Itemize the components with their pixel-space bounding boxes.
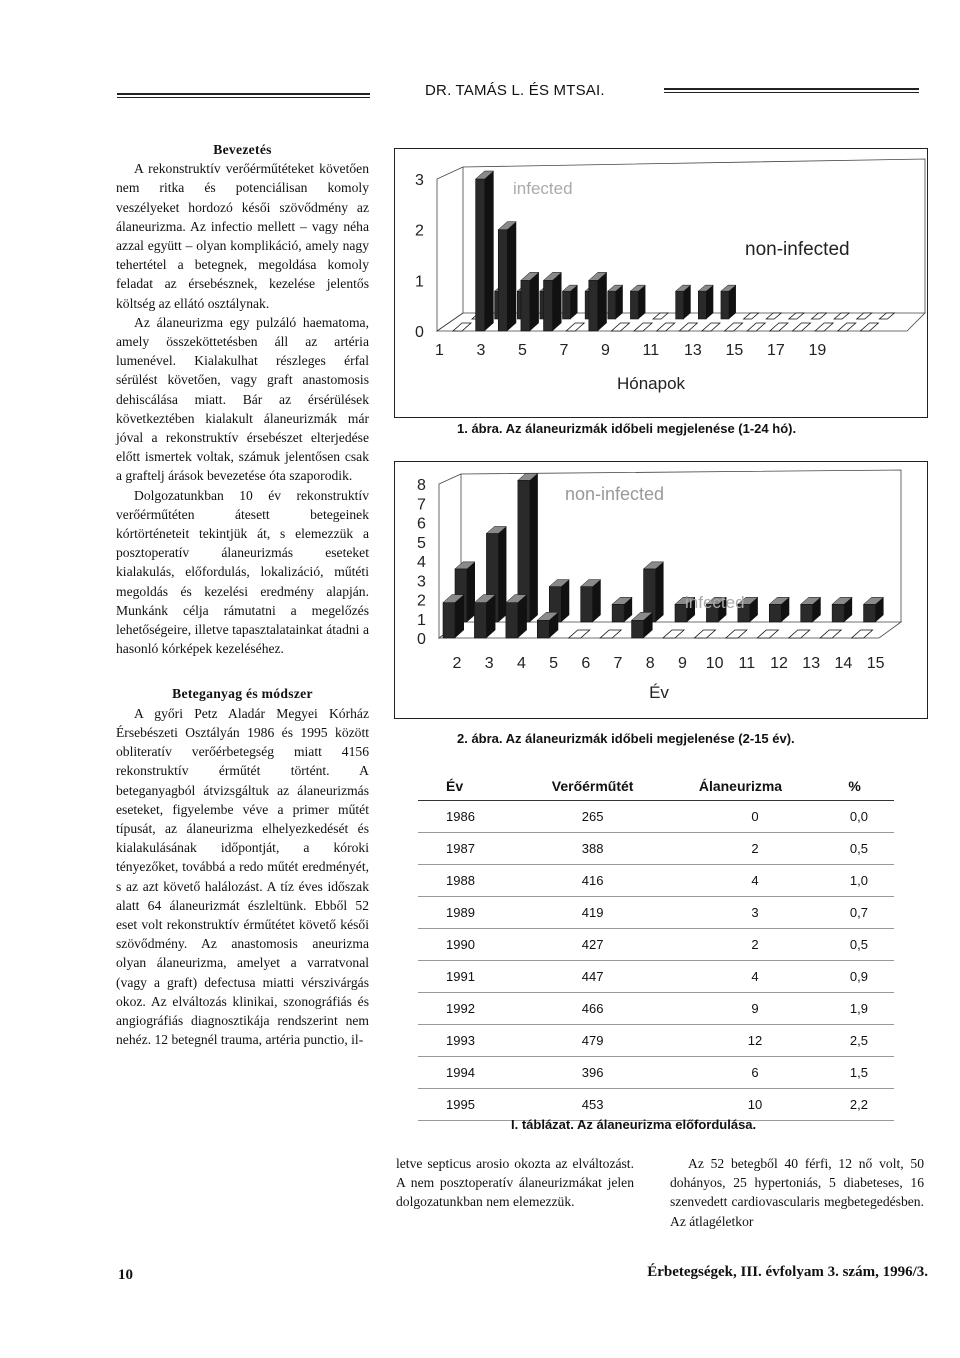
chart1-y-tick-label: 3	[415, 172, 424, 189]
chart1-y-tick-label: 2	[415, 222, 424, 240]
table-cell: 0,9	[815, 961, 894, 993]
chart1-bar-noninfected	[721, 291, 729, 319]
table-header-cell: %	[815, 772, 894, 801]
table-cell: 447	[519, 961, 666, 993]
table-cell: 6	[666, 1057, 815, 1089]
chart2-bar-infected-flat	[852, 630, 873, 638]
table-cell: 2,2	[815, 1089, 894, 1121]
table-cell: 419	[519, 897, 666, 929]
paragraph-4: A győri Petz Aladár Megyei Kórház Érsebészeti Osztályán 1986 és 1995 között obliteratív verőérbetegség miatt 4156 rekonstruktív érműtét történt. A beteganyagból átvizsgáltuk az álaneurizmás eseteket, figyelembe véve a primer műtét típusát, az álaneurizma elhelyezkedését és kialakulásának időpontját, a kóroki tényezőket, továbbá a redo műtét eredményét, s az azt követő halálozást. A tíz éves időszak alatt 64 álaneurizmát észleltünk. Ebből 52 eset volt rekonstruktív érműtétet követő késői szövődmény. Az anastomosis aneurizma olyan álaneurizma, amelyet a varratvonal (vagy a graft) defectusa miatti vérszivárgás okoz. Az elváltozás klinikai, szonográfiás és angiográfiás diagnosztikája rendszerint nem nehéz. 12 betegnél trauma, artéria punctio, il-	[116, 705, 369, 1048]
chart1-x-axis-label: Hónapok	[616, 374, 686, 393]
left-column	[116, 140, 369, 1049]
chart1-bar-noninfected	[563, 291, 571, 319]
table-cell: 427	[519, 929, 666, 961]
figure-2-caption: 2. ábra. Az álaneurizmák időbeli megjelenése (2-15 év).	[457, 731, 795, 746]
bottom-middle-text: letve septicus arosio okozta az elváltozást. A nem posztoperatív álaneurizmákat jelen dolgozatunkban nem elemezzük.	[396, 1156, 634, 1210]
chart2-y-tick-label: 5	[417, 534, 426, 552]
section-heading-bevezetes: Bevezetés	[213, 142, 272, 157]
table-cell: 1,0	[815, 865, 894, 897]
chart2-x-tick-label: 3	[484, 655, 494, 672]
table-row	[418, 865, 894, 897]
chart1-legend-noninfected: non-infected	[745, 239, 850, 260]
table-cell: 0,5	[815, 833, 894, 865]
table-caption: I. táblázat. Az álaneurizma előfordulása.	[511, 1117, 757, 1132]
chart1-bar-infected	[498, 230, 507, 331]
chart1-left-wall	[437, 167, 463, 331]
chart1-x-tick-label: 5	[518, 342, 527, 359]
chart1-bar-infected-side	[530, 272, 539, 331]
chart2-x-axis-label: Év	[649, 683, 669, 702]
chart2-y-tick-label: 4	[417, 554, 426, 571]
chart1-bar-noninfected-flat	[653, 313, 668, 319]
chart1-bar-noninfected	[676, 291, 684, 319]
chart1-bar-infected-flat	[860, 323, 878, 331]
chart2-x-tick-label: 5	[549, 655, 559, 672]
table-cell: 12	[666, 1025, 815, 1057]
table-cell: 10	[666, 1089, 815, 1121]
chart2-legend-infected: infected	[685, 593, 745, 612]
chart1-bar-noninfected-flat	[811, 313, 826, 319]
bottom-right-text: Az 52 betegből 40 férfi, 12 nő volt, 50 dohányos, 25 hypertoniás, 5 diabeteses, 16 szenvedett cardiovascularis megbetegedésben. Az átlagéletkor	[670, 1156, 924, 1229]
chart1-y-tick-label: 0	[415, 324, 424, 341]
table-header-cell: Álaneurizma	[666, 772, 815, 801]
chart2-x-tick-label: 4	[516, 655, 526, 672]
chart2-bar-noninfected	[769, 604, 781, 622]
chart1-x-tick-label: 3	[476, 342, 486, 359]
header-rule-left	[117, 93, 370, 98]
table-cell: 1987	[418, 833, 519, 865]
table-cell: 2	[666, 833, 815, 865]
chart2-bar-noninfected-side	[467, 562, 475, 622]
chart1-bar-infected-side	[507, 222, 516, 331]
table-row	[418, 1089, 894, 1121]
chart2-bar-noninfected	[864, 604, 876, 622]
chart2-bar-infected	[474, 603, 486, 638]
figure-2-chart	[395, 462, 927, 718]
chart1-bar-infected-flat	[770, 323, 788, 331]
chart2-legend-noninfected: non-infected	[565, 484, 665, 504]
paragraph-2: Az álaneurizma egy pulzáló haematoma, amely összeköttetésben áll az artéria lumenével. Kialakulhat részleges érfal sérülést követően, vagy graft anastomosis dehiscálása miatt. Bár az érsérülések következtében kialakult álaneurizmák már jóval a rekonstruktív érsebészet elterjedése előtt ismertek voltak, számuk jelentősen csak a graftelj árások bevezetése óta szaporodik.	[116, 314, 369, 484]
chart1-bar-infected-flat	[566, 323, 584, 331]
chart2-bar-infected-flat	[820, 630, 841, 638]
chart2-bar-noninfected	[581, 587, 593, 622]
bottom-middle-column	[396, 1154, 634, 1212]
chart1-bar-infected-flat	[747, 323, 765, 331]
chart2-x-tick-label: 2	[452, 655, 462, 672]
chart2-y-tick-label: 0	[417, 631, 426, 648]
figure-1-frame	[394, 148, 928, 418]
chart2-y-tick-label: 3	[417, 573, 426, 591]
chart1-bar-noninfected	[608, 291, 616, 319]
chart1-bar-noninfected-flat	[879, 313, 894, 319]
chart1-x-tick-label: 1	[435, 342, 444, 359]
table-cell: 0,0	[815, 801, 894, 833]
incidence-table	[418, 772, 894, 1121]
chart1-bar-infected-flat	[611, 323, 629, 331]
chart2-y-tick-label: 7	[417, 496, 426, 514]
table-cell: 479	[519, 1025, 666, 1057]
bottom-right-column	[670, 1154, 924, 1231]
chart2-bar-noninfected-side	[656, 562, 664, 622]
chart2-y-tick-label: 6	[417, 515, 426, 533]
section-heading-beteganyag: Beteganyag és módszer	[172, 686, 313, 702]
chart2-x-tick-label: 15	[866, 655, 885, 672]
chart1-bar-infected	[521, 280, 530, 331]
chart2-bar-noninfected-side	[593, 580, 601, 622]
table-cell: 265	[519, 801, 666, 833]
chart1-x-tick-label: 17	[767, 342, 785, 359]
chart1-bar-infected-flat	[838, 323, 856, 331]
chart1-legend-infected: infected	[513, 179, 573, 198]
chart2-bar-noninfected-side	[561, 580, 569, 622]
table-cell: 1,5	[815, 1057, 894, 1089]
table-header-cell: Verőérműtét	[519, 772, 666, 801]
chart2-bar-noninfected	[801, 604, 813, 622]
chart1-bar-infected-flat	[453, 323, 471, 331]
chart2-x-tick-label: 8	[645, 655, 655, 672]
chart1-bar-infected-flat	[657, 323, 675, 331]
table-cell: 0	[666, 801, 815, 833]
table-row	[418, 833, 894, 865]
table-cell: 1993	[418, 1025, 519, 1057]
table-row	[418, 929, 894, 961]
chart2-bar-noninfected	[832, 604, 844, 622]
table-cell: 1,9	[815, 993, 894, 1025]
chart1-bar-noninfected-flat	[744, 313, 759, 319]
table-cell: 2	[666, 929, 815, 961]
table-cell: 396	[519, 1057, 666, 1089]
table-cell: 1994	[418, 1057, 519, 1089]
table-row	[418, 993, 894, 1025]
table-cell: 1989	[418, 897, 519, 929]
table-cell: 0,5	[815, 929, 894, 961]
chart1-bar-noninfected-flat	[834, 313, 849, 319]
chart2-y-tick-label: 8	[417, 477, 426, 494]
chart2-y-tick-label: 1	[417, 611, 426, 629]
chart1-bar-infected-flat	[792, 323, 810, 331]
chart2-bar-infected-flat	[600, 630, 621, 638]
table-cell: 1986	[418, 801, 519, 833]
chart2-bar-infected	[632, 620, 644, 638]
chart2-x-tick-label: 9	[677, 655, 687, 672]
table-cell: 9	[666, 993, 815, 1025]
paragraph-1: A rekonstruktív verőérműtéteket követően nem ritka és potenciálisan komoly veszélyeket hordozó késői szövődmény az álaneurizma. Az infectio mellett – vagy néha azzal együtt – olyan komplikáció, amely nagy tehertétel a betegnek, megoldása komoly feladat az érsebésznek, kezelése jelentős költség az ellátó osztálynak.	[116, 161, 369, 311]
table-cell: 1992	[418, 993, 519, 1025]
chart1-bar-noninfected-flat	[857, 313, 872, 319]
chart1-bar-noninfected	[698, 291, 706, 319]
chart1-bar-infected	[544, 280, 553, 331]
table-cell: 1990	[418, 929, 519, 961]
table-cell: 388	[519, 833, 666, 865]
chart1-x-tick-label: 7	[559, 342, 569, 359]
page-number: 10	[118, 1267, 133, 1283]
chart2-bar-infected-flat	[789, 630, 810, 638]
chart1-x-tick-label: 13	[684, 342, 702, 359]
chart1-x-tick-label: 19	[808, 342, 827, 359]
chart2-bar-infected	[443, 603, 455, 638]
header-rule-right	[664, 88, 919, 93]
chart2-bar-noninfected-side	[498, 526, 506, 622]
table-row	[418, 801, 894, 833]
table-cell: 1991	[418, 961, 519, 993]
figure-1-chart	[395, 149, 927, 417]
chart1-bar-infected	[476, 179, 485, 331]
table-header-cell: Év	[418, 772, 519, 801]
table-header-row	[418, 772, 894, 801]
chart2-bar-infected-flat	[757, 630, 778, 638]
chart2-bar-infected-flat	[694, 630, 715, 638]
table-cell: 3	[666, 897, 815, 929]
table-row	[418, 961, 894, 993]
table-row	[418, 1025, 894, 1057]
chart1-x-tick-label: 9	[601, 342, 610, 359]
chart1-bar-infected	[589, 280, 598, 331]
table-cell: 453	[519, 1089, 666, 1121]
chart2-bar-infected	[506, 603, 518, 638]
figure-2-frame	[394, 461, 928, 719]
table-cell: 4	[666, 961, 815, 993]
table-cell: 1988	[418, 865, 519, 897]
chart2-bar-noninfected	[612, 604, 624, 622]
running-header-title: DR. TAMÁS L. ÉS MTSAI.	[425, 82, 605, 99]
table-cell: 466	[519, 993, 666, 1025]
table-cell: 4	[666, 865, 815, 897]
chart2-x-tick-label: 10	[705, 655, 724, 672]
chart2-bar-infected	[537, 620, 549, 638]
chart1-bar-infected-side	[485, 171, 494, 331]
chart1-bar-infected-flat	[815, 323, 833, 331]
chart1-bar-infected-flat	[725, 323, 743, 331]
table-cell: 2,5	[815, 1025, 894, 1057]
chart1-x-tick-label: 11	[642, 342, 660, 359]
chart2-x-tick-label: 11	[738, 655, 756, 672]
chart2-x-tick-label: 6	[581, 655, 591, 672]
chart1-x-tick-label: 15	[725, 342, 744, 359]
chart2-x-tick-label: 13	[802, 655, 821, 672]
chart2-x-tick-label: 14	[834, 655, 853, 672]
chart2-bar-infected-flat	[726, 630, 747, 638]
chart2-x-tick-label: 12	[770, 655, 788, 672]
chart1-y-tick-label: 1	[415, 273, 424, 291]
paragraph-3: Dolgozatunkban 10 év rekonstruktív verőérműtéten átesett betegeinek kórtörténeteit tekintjük át, s elemezzük a posztoperatív álaneurizmás eseteket kialakulás, előfordulás, lokalizáció, műtéti megoldás és kezelési eredmény alapján. Munkánk célja rámutatni a megelőzés lehetőségeire, illetve tapasztalatainkat átadni a hasonló kórképek kezeléséhez.	[116, 487, 369, 657]
journal-footer: Érbetegségek, III. évfolyam 3. szám, 1996/3.	[647, 1264, 928, 1280]
chart1-bar-infected-flat	[702, 323, 720, 331]
chart1-bar-infected-side	[598, 272, 607, 331]
chart2-bar-infected-flat	[569, 630, 590, 638]
chart1-bar-infected-flat	[679, 323, 697, 331]
chart1-bar-noninfected-flat	[789, 313, 804, 319]
chart2-bar-infected-flat	[663, 630, 684, 638]
table-cell: 0,7	[815, 897, 894, 929]
table-row	[418, 897, 894, 929]
figure-1-caption: 1. ábra. Az álaneurizmák időbeli megjelenése (1-24 hó).	[457, 421, 797, 436]
chart1-bar-noninfected-flat	[766, 313, 781, 319]
chart2-x-tick-label: 7	[613, 655, 623, 672]
chart1-bar-noninfected	[630, 291, 638, 319]
chart2-y-tick-label: 2	[417, 592, 426, 610]
table-row	[418, 1057, 894, 1089]
table-cell: 416	[519, 865, 666, 897]
chart1-bar-infected-flat	[634, 323, 652, 331]
table-cell: 1995	[418, 1089, 519, 1121]
chart2-bar-noninfected-side	[530, 473, 538, 622]
chart1-bar-infected-side	[553, 272, 562, 331]
